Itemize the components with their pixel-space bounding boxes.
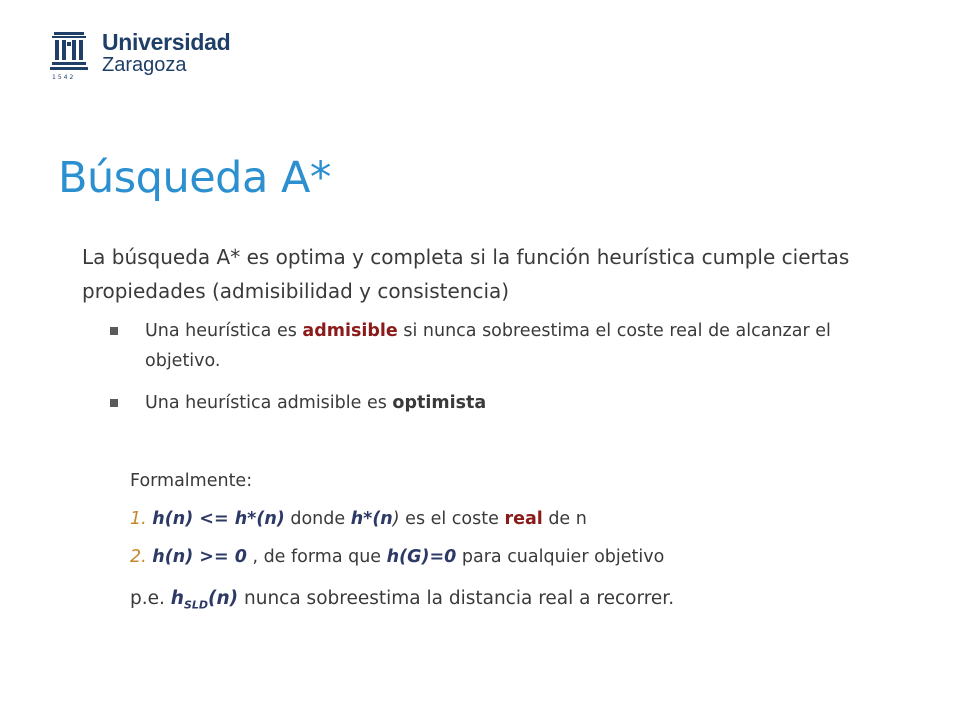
item-text: , de forma que (246, 547, 387, 567)
formal-section (130, 466, 890, 580)
bullet-text-pre: Una heurística admisible es (145, 393, 393, 413)
item-text: es el coste (399, 509, 505, 529)
item-text: donde (284, 509, 351, 529)
formal-heading: Formalmente: (130, 471, 253, 491)
heuristic-symbol: h (170, 588, 184, 609)
item-number: 1. (130, 509, 147, 529)
square-bullet-icon (110, 399, 118, 407)
math-expression: h(G)=0 (386, 547, 457, 567)
math-expression: h*(n (350, 509, 393, 529)
bullet-admisible (110, 316, 890, 376)
logo-subtitle: Zaragoza (102, 54, 187, 76)
math-expression: h(n) <= h*(n) (152, 509, 285, 529)
logo-year: 1542 (52, 74, 76, 81)
bullet-text-pre: Una heurística es (145, 321, 303, 341)
example-line (130, 588, 674, 612)
heuristic-subscript: SLD (183, 598, 209, 612)
logo-title: Universidad (102, 29, 231, 55)
heuristic-arg: (n) (208, 588, 239, 609)
item-text: para cualquier objetivo (456, 547, 665, 567)
slide-title: Búsqueda A* (58, 153, 331, 203)
bullet-emphasis: optimista (392, 393, 487, 413)
bullet-list (110, 316, 890, 418)
formal-item-2 (130, 542, 890, 580)
example-prefix: p.e. (130, 588, 171, 609)
university-logo (50, 28, 240, 90)
item-text: de n (542, 509, 587, 529)
intro-paragraph: La búsqueda A* es optima y completa si la función heurística cumple ciertas propiedades (admisibilidad y consistencia) (82, 245, 850, 303)
item-text: ) (392, 509, 400, 529)
university-emblem-icon (50, 28, 88, 74)
bullet-text-post: si nunca sobreestima el coste real de alcanzar el objetivo. (145, 321, 831, 371)
item-number: 2. (130, 547, 147, 567)
item-emphasis: real (504, 509, 543, 529)
bullet-optimista (110, 388, 890, 418)
example-text: nunca sobreestima la distancia real a recorrer. (238, 588, 675, 609)
bullet-emphasis: admisible (302, 321, 398, 341)
square-bullet-icon (110, 327, 118, 335)
formal-item-1 (130, 504, 890, 542)
math-expression: h(n) >= 0 (152, 547, 247, 567)
